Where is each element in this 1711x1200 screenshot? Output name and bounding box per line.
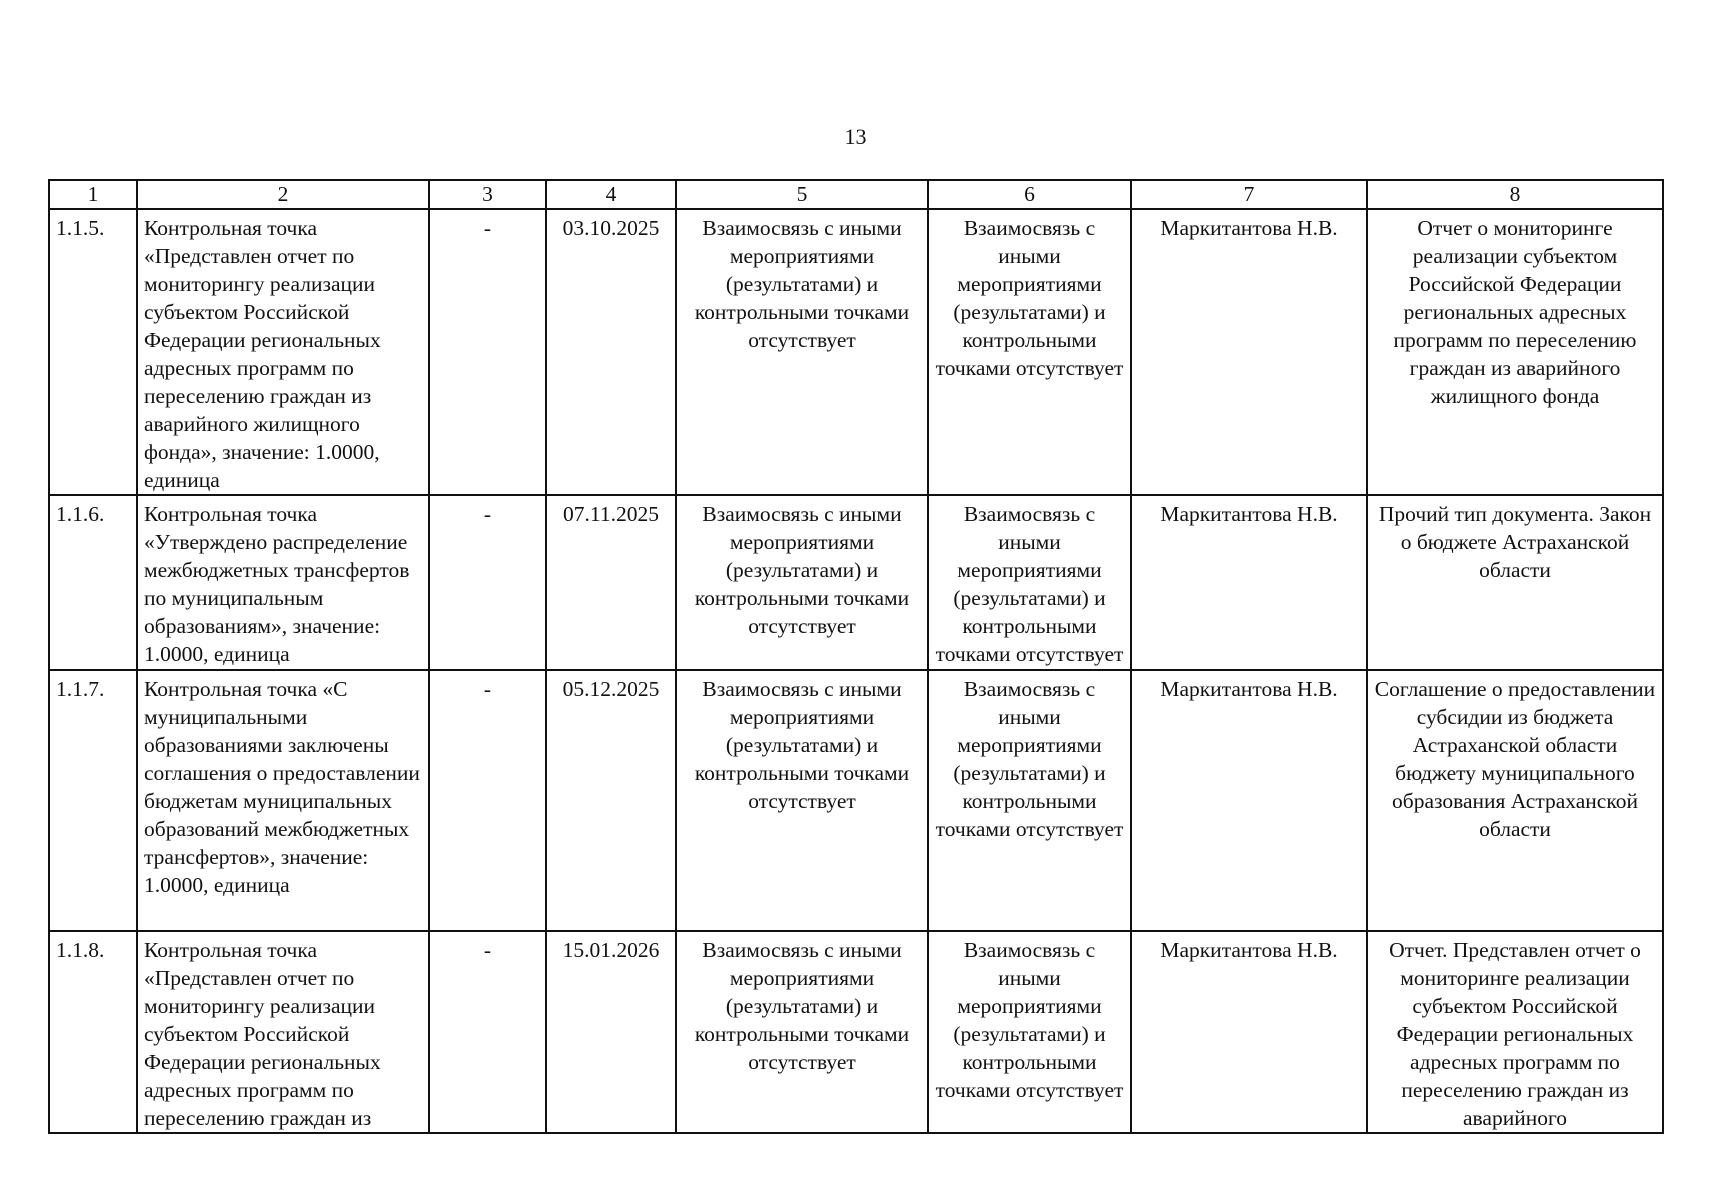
confirming-document: Соглашение о предоставлении субсидии из бюджета Астраханской области бюджету муниципального образования Астраханской области bbox=[1367, 670, 1663, 931]
relations-predecessors: Взаимосвязь с иными мероприятиями (результатами) и контрольными точками отсутствует bbox=[676, 931, 928, 1133]
relations-successors: Взаимосвязь с иными мероприятиями (результатами) и контрольными точками отсутствует bbox=[928, 670, 1131, 931]
responsible-person: Маркитантова Н.В. bbox=[1131, 931, 1367, 1133]
column-header: 4 bbox=[546, 180, 676, 209]
control-point-name: Контрольная точка «Утверждено распределение межбюджетных трансфертов по муниципальным образованиям», значение: 1.0000, единица bbox=[137, 495, 429, 670]
relations-successors: Взаимосвязь с иными мероприятиями (результатами) и контрольными точками отсутствует bbox=[928, 931, 1131, 1133]
responsible-person: Маркитантова Н.В. bbox=[1131, 495, 1367, 670]
column-header: 2 bbox=[137, 180, 429, 209]
table-row bbox=[49, 495, 1663, 670]
column-3-value: - bbox=[429, 931, 546, 1133]
confirming-document: Отчет. Представлен отчет о мониторинге реализации субъектом Российской Федерации региональных адресных программ по переселению граждан из аварийного bbox=[1367, 931, 1663, 1133]
table-header-row bbox=[49, 180, 1663, 209]
page-number: 13 bbox=[844, 124, 867, 149]
due-date: 15.01.2026 bbox=[546, 931, 676, 1133]
control-point-name: Контрольная точка «Представлен отчет по мониторингу реализации субъектом Российской Федерации региональных адресных программ по переселению граждан из аварийного жилищного фонда», значение: 1.0000, единица bbox=[137, 209, 429, 495]
responsible-person: Маркитантова Н.В. bbox=[1131, 209, 1367, 495]
due-date: 05.12.2025 bbox=[546, 670, 676, 931]
row-number: 1.1.6. bbox=[49, 495, 137, 670]
column-header: 5 bbox=[676, 180, 928, 209]
table-row bbox=[49, 931, 1663, 1133]
relations-predecessors: Взаимосвязь с иными мероприятиями (результатами) и контрольными точками отсутствует bbox=[676, 495, 928, 670]
column-3-value: - bbox=[429, 209, 546, 495]
control-point-name: Контрольная точка «Представлен отчет по мониторингу реализации субъектом Российской Федерации региональных адресных программ по переселению граждан из bbox=[137, 931, 429, 1133]
column-3-value: - bbox=[429, 670, 546, 931]
column-header: 7 bbox=[1131, 180, 1367, 209]
column-header: 6 bbox=[928, 180, 1131, 209]
row-number: 1.1.5. bbox=[49, 209, 137, 495]
column-header: 3 bbox=[429, 180, 546, 209]
table-row bbox=[49, 670, 1663, 931]
row-number: 1.1.8. bbox=[49, 931, 137, 1133]
due-date: 07.11.2025 bbox=[546, 495, 676, 670]
row-number: 1.1.7. bbox=[49, 670, 137, 931]
responsible-person: Маркитантова Н.В. bbox=[1131, 670, 1367, 931]
due-date: 03.10.2025 bbox=[546, 209, 676, 495]
confirming-document: Отчет о мониторинге реализации субъектом Российской Федерации региональных адресных программ по переселению граждан из аварийного жилищного фонда bbox=[1367, 209, 1663, 495]
table-row bbox=[49, 209, 1663, 495]
column-header: 1 bbox=[49, 180, 137, 209]
relations-predecessors: Взаимосвязь с иными мероприятиями (результатами) и контрольными точками отсутствует bbox=[676, 209, 928, 495]
relations-successors: Взаимосвязь с иными мероприятиями (результатами) и контрольными точками отсутствует bbox=[928, 495, 1131, 670]
column-header: 8 bbox=[1367, 180, 1663, 209]
control-point-name: Контрольная точка «С муниципальными образованиями заключены соглашения о предоставлении бюджетам муниципальных образований межбюджетных трансфертов», значение: 1.0000, единица bbox=[137, 670, 429, 931]
relations-predecessors: Взаимосвязь с иными мероприятиями (результатами) и контрольными точками отсутствует bbox=[676, 670, 928, 931]
column-3-value: - bbox=[429, 495, 546, 670]
relations-successors: Взаимосвязь с иными мероприятиями (результатами) и контрольными точками отсутствует bbox=[928, 209, 1131, 495]
confirming-document: Прочий тип документа. Закон о бюджете Астраханской области bbox=[1367, 495, 1663, 670]
control-points-table bbox=[48, 179, 1664, 1134]
